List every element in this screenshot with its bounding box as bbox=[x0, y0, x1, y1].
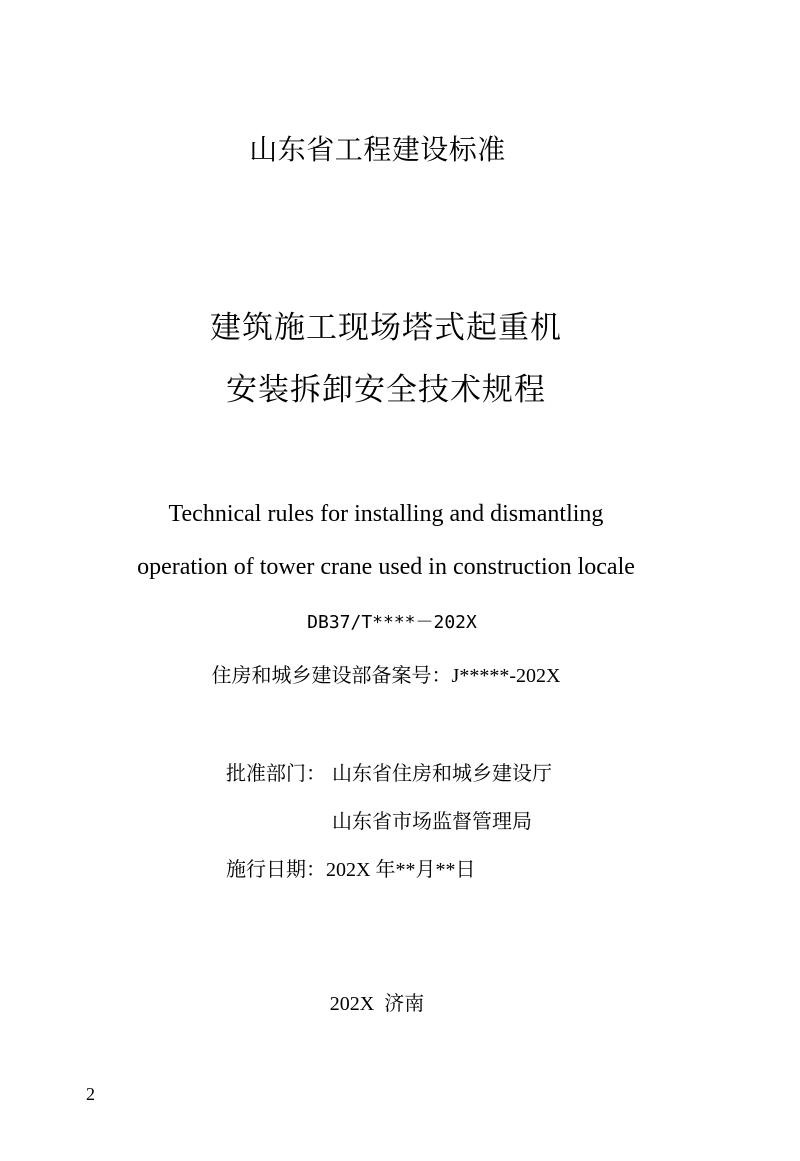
standard-category: 山东省工程建设标准 bbox=[249, 133, 506, 166]
english-title-line-1: Technical rules for installing and dismantling bbox=[168, 501, 604, 527]
document-title-line-1: 建筑施工现场塔式起重机 bbox=[210, 310, 562, 346]
document-title-line-2: 安装拆卸安全技术规程 bbox=[226, 372, 546, 408]
approval-department-1: 山东省住房和城乡建设厅 bbox=[332, 763, 552, 785]
record-number: 住房和城乡建设部备案号：J*****-202X bbox=[211, 665, 561, 687]
effective-date: 施行日期：202X 年**月**日 bbox=[226, 859, 476, 881]
publish-year-place: 202X 济南 bbox=[329, 993, 425, 1015]
page-number: 2 bbox=[86, 1084, 95, 1104]
approval-department-2: 山东省市场监督管理局 bbox=[332, 811, 532, 833]
approval-label: 批准部门： bbox=[226, 763, 326, 785]
english-title-line-2: operation of tower crane used in construction locale bbox=[137, 554, 635, 580]
standard-number: DB37/T****－202X bbox=[307, 612, 477, 633]
